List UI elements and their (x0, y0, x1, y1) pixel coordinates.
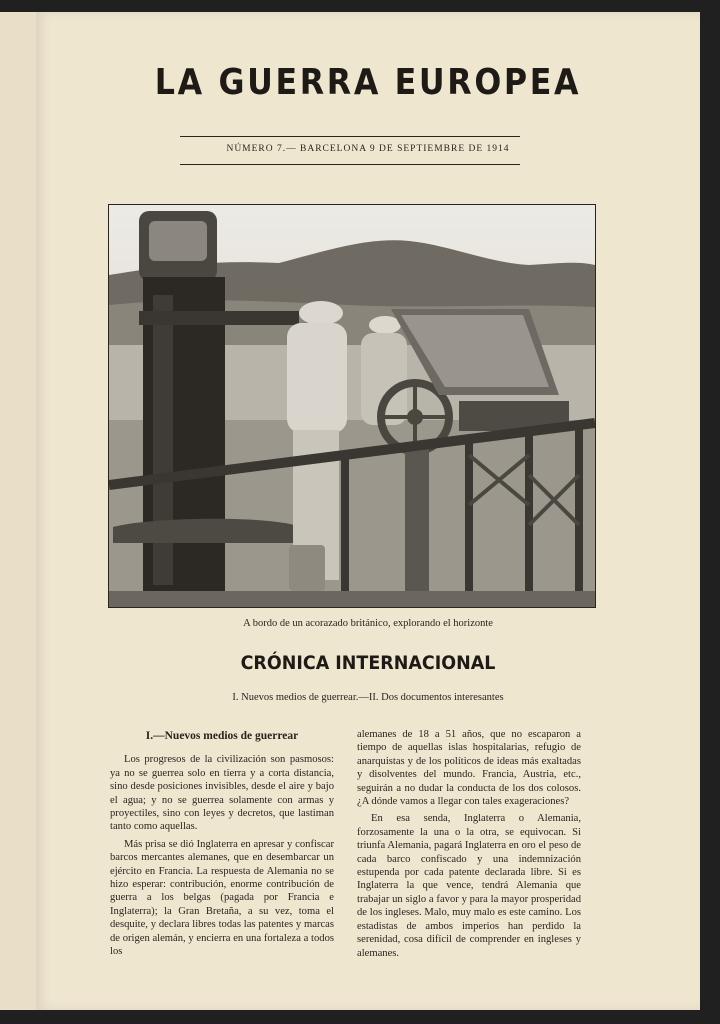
newspaper-page (36, 12, 700, 1010)
masthead-title: LA GUERRA EUROPEA (154, 62, 582, 103)
article-column-1 (110, 730, 334, 959)
battleship-photo-illustration (109, 205, 595, 607)
issue-rule-bottom (180, 164, 520, 165)
issue-line: NÚMERO 7.— BARCELONA 9 DE SEPTIEMBRE DE 1914 (226, 144, 510, 154)
section-subtitle: I. Nuevos medios de guerrear.—II. Dos documentos interesantes (232, 692, 504, 703)
column-heading: I.—Nuevos medios de guerrear (145, 730, 299, 742)
article-column-2 (357, 728, 581, 960)
battleship-photo (108, 204, 596, 608)
paragraph: En esa senda, Inglaterra o Alemania, forzosamente la una o la otra, se equivocan. Si triunfa Alemania, pagará Inglaterra en oro el peso de cada barco confiscado y una indemnización estupenda por cada patente declarada libre. Si es Inglaterra la que vence, tendrá Alemania que trabajar un siglo a favor y para la mayor prosperidad de los ingleses. Malo, muy malo es este camino. Los estadistas de ambos imperios han perdido la serenidad, cosa difícil de comprender en ingleses y alemanes. (357, 813, 581, 959)
paragraph: Más prisa se dió Inglaterra en apresar y confiscar barcos mercantes alemanes, que en desembarcar un ejército en Francia. La respuesta de Alemania no se hizo esperar: contribución, enorme contribución de guerra a los belgas (pagada por Francia e Inglaterra); la Gran Bretaña, a su vez, toma el desquite, y declara libres todas las patentes y marcas de origen alemán, y encierra en una fortaleza a todos los (110, 838, 334, 958)
photo-caption: A bordo de un acorazado británico, explorando el horizonte (243, 618, 493, 629)
paragraph: alemanes de 18 a 51 años, que no escaparon a tiempo de aquellas islas hospitalarias, refugio de anarquistas y de los políticos de ideas más exaltadas y disolventes del mundo. Francia, Austria, etc., seguirán a no dudar la conducta de los dos colosos. ¿A dónde vamos a llegar con tales exageraciones? (357, 729, 581, 808)
paragraph: Los progresos de la civilización son pasmosos: ya no se guerrea solo en tierra y a corta distancia, sino desde posiciones invisibles, desde el aire y bajo el agua; y no se guerrea solamente con armas y proyectiles, sino con leyes y decretos, que lastiman tanto como aquellas. (110, 754, 334, 833)
issue-rule-top (180, 136, 520, 137)
facing-page-edge (0, 12, 37, 1010)
section-title: CRÓNICA INTERNACIONAL (240, 652, 496, 674)
